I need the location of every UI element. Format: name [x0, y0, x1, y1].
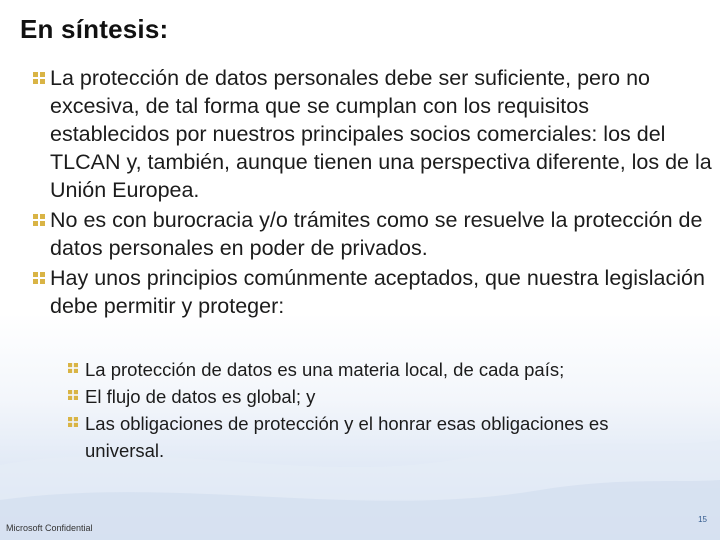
slide-title: En síntesis:	[20, 14, 169, 44]
bullet-icon	[33, 72, 45, 84]
bullet-list	[33, 64, 713, 322]
sub-bullet-item	[68, 410, 688, 464]
sub-bullet-list	[68, 356, 688, 464]
bullet-icon	[33, 272, 45, 284]
sub-bullet-item	[68, 383, 688, 410]
sub-bullet-text: Las obligaciones de protección y el honrar esas obligaciones es universal.	[85, 413, 609, 461]
sub-bullet-text: El flujo de datos es global; y	[85, 386, 316, 407]
bullet-item	[33, 64, 713, 204]
footer-confidential: Microsoft Confidential	[6, 523, 93, 533]
bullet-text: Hay unos principios comúnmente aceptados, que nuestra legislación debe permitir y proteger:	[50, 266, 705, 318]
bullet-item	[33, 264, 713, 320]
bullet-icon	[33, 214, 45, 226]
bullet-text: No es con burocracia y/o trámites como se resuelve la protección de datos personales en poder de privados.	[50, 208, 703, 260]
bullet-icon	[68, 417, 78, 427]
bullet-icon	[68, 390, 78, 400]
page-number: 15	[698, 515, 707, 524]
bullet-text: La protección de datos personales debe ser suficiente, pero no excesiva, de tal forma que se cumplan con los requisitos establecidos por nuestros principales socios comerciales: los del TLCAN y, también, aunque tienen una perspectiva diferente, los de la Unión Europea.	[50, 66, 712, 202]
sub-bullet-text: La protección de datos es una materia local, de cada país;	[85, 359, 565, 380]
bullet-item	[33, 206, 713, 262]
bullet-icon	[68, 363, 78, 373]
sub-bullet-item	[68, 356, 688, 383]
